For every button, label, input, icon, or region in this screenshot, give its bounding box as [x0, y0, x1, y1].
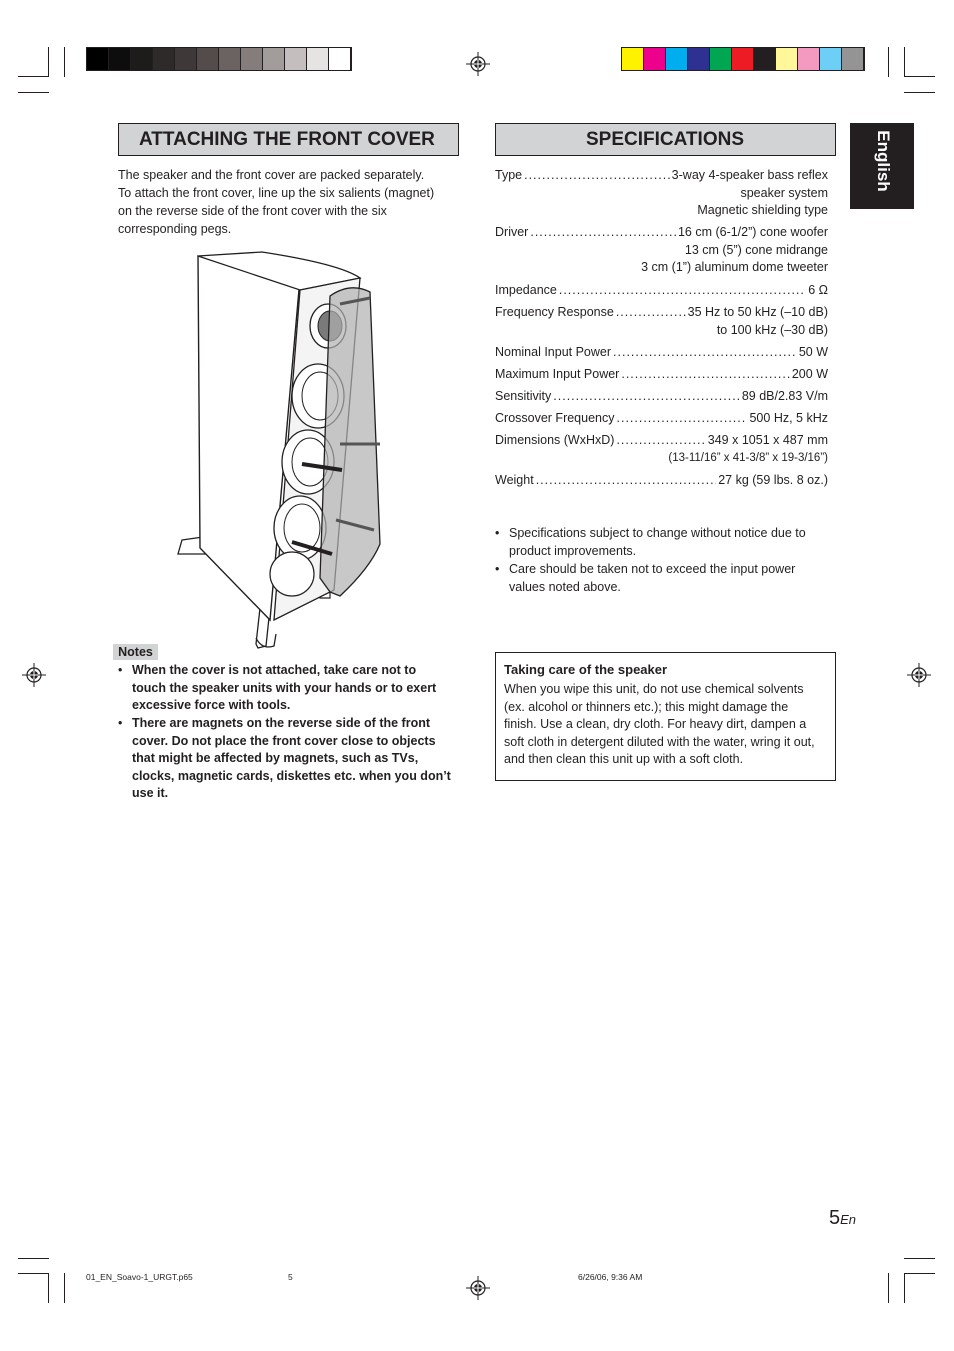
spec-note-item — [495, 525, 835, 561]
care-box-body — [504, 681, 834, 769]
section-heading-specifications — [495, 123, 836, 156]
leader-dots — [616, 432, 705, 450]
care-box-title: Taking care of the speaker — [504, 662, 668, 677]
spec-value: 349 x 1051 x 487 mm — [707, 433, 828, 447]
crop-mark — [18, 1258, 49, 1259]
note-line: use it. — [132, 786, 169, 800]
color-swatch — [688, 48, 710, 70]
color-swatch — [175, 48, 197, 70]
crop-mark — [904, 1258, 935, 1259]
page-number — [829, 1207, 856, 1230]
care-line: and then clean this unit up with a soft cloth. — [504, 752, 744, 766]
spec-label: Dimensions (WxHxD) — [495, 433, 615, 447]
spec-label: Driver — [495, 225, 529, 239]
spec-row-maximum-input — [495, 366, 828, 384]
note-line: cover. Do not place the front cover close to objects — [132, 733, 436, 748]
spec-row-nominal-input — [495, 344, 828, 362]
color-swatch — [219, 48, 241, 70]
spec-label: Weight — [495, 473, 534, 487]
spec-continuation: 3 cm (1”) aluminum dome tweeter — [641, 260, 828, 274]
color-swatch — [241, 48, 263, 70]
registration-mark-icon — [22, 663, 46, 687]
color-swatch — [263, 48, 285, 70]
intro-line: on the reverse side of the front cover with the six — [118, 204, 387, 218]
spec-row-dimensions — [495, 432, 828, 467]
spec-note-line: product improvements. — [509, 543, 637, 558]
leader-dots — [616, 304, 686, 322]
intro-line: To attach the front cover, line up the six salients (magnet) — [118, 186, 435, 200]
language-tab-label: English — [874, 130, 893, 192]
bullet-icon: • — [118, 716, 123, 730]
spec-continuation: Magnetic shielding type — [697, 203, 828, 217]
color-swatch — [776, 48, 798, 70]
color-swatch — [197, 48, 219, 70]
spec-note-item — [495, 561, 835, 597]
color-swatch — [754, 48, 776, 70]
crop-mark — [904, 47, 905, 77]
spec-value: 6 Ω — [808, 283, 828, 297]
crop-mark — [904, 92, 935, 93]
leader-dots — [613, 344, 797, 362]
footer-page: 5 — [288, 1272, 293, 1282]
leader-dots — [617, 410, 748, 428]
spec-value: 3-way 4-speaker bass reflex — [671, 168, 828, 182]
language-tab — [850, 123, 914, 209]
note-line: There are magnets on the reverse side of the front — [132, 716, 430, 730]
crop-mark — [904, 1273, 905, 1303]
spec-value: 27 kg (59 lbs. 8 oz.) — [718, 473, 828, 487]
speaker-illustration — [170, 248, 390, 653]
intro-paragraph — [118, 166, 458, 238]
color-calibration-strip — [621, 47, 865, 71]
color-swatch — [644, 48, 666, 70]
spec-continuation: (13-11/16” x 41-3/8” x 19-3/16”) — [668, 451, 828, 464]
registration-mark-icon — [466, 52, 490, 76]
footer-datetime: 6/26/06, 9:36 AM — [578, 1272, 643, 1282]
note-line: When the cover is not attached, take care not to — [132, 663, 417, 677]
spec-note-line: Care should be taken not to exceed the input power — [509, 562, 796, 576]
spec-row-crossover — [495, 410, 828, 428]
page-number-suffix: En — [840, 1212, 857, 1227]
leader-dots — [524, 167, 670, 185]
care-line: soft cloth in detergent diluted with the water, wring it out, — [504, 734, 815, 749]
spec-label: Sensitivity — [495, 389, 552, 403]
color-swatch — [329, 48, 351, 70]
spec-continuation: speaker system — [740, 185, 828, 200]
crop-mark — [18, 92, 49, 93]
color-swatch — [131, 48, 153, 70]
crop-mark — [64, 47, 65, 77]
section-heading-text: SPECIFICATIONS — [586, 129, 744, 150]
spec-row-driver — [495, 224, 828, 277]
spec-value: 16 cm (6-1/2”) cone woofer — [677, 225, 828, 239]
spec-continuation: to 100 kHz (–30 dB) — [716, 322, 828, 337]
color-swatch — [732, 48, 754, 70]
spec-label: Impedance — [495, 283, 557, 297]
note-item — [118, 662, 463, 716]
bullet-icon: • — [118, 663, 123, 677]
spec-value: 200 W — [791, 367, 828, 381]
spec-value: 89 dB/2.83 V/m — [741, 389, 828, 403]
spec-note-line: values noted above. — [509, 579, 621, 594]
spec-value: 50 W — [798, 345, 828, 359]
crop-mark — [904, 1273, 935, 1274]
color-swatch — [87, 48, 109, 70]
spec-label: Crossover Frequency — [495, 411, 615, 425]
spec-row-frequency-response — [495, 304, 828, 339]
color-swatch — [842, 48, 864, 70]
gray-calibration-strip — [86, 47, 352, 71]
color-swatch — [153, 48, 175, 70]
crop-mark — [18, 76, 49, 77]
crop-mark — [904, 76, 935, 77]
color-swatch — [307, 48, 329, 70]
note-line: touch the speaker units with your hands or to exert — [132, 680, 437, 695]
spec-value: 500 Hz, 5 kHz — [749, 411, 828, 425]
spec-label: Nominal Input Power — [495, 345, 612, 359]
leader-dots — [553, 388, 740, 406]
color-swatch — [820, 48, 842, 70]
note-line: excessive force with tools. — [132, 698, 291, 712]
color-swatch — [285, 48, 307, 70]
intro-line: corresponding pegs. — [118, 222, 232, 236]
care-line: When you wipe this unit, do not use chemical solvents — [504, 682, 804, 696]
spec-row-impedance — [495, 282, 828, 300]
crop-mark — [888, 1273, 889, 1303]
care-box — [495, 652, 836, 781]
color-swatch — [109, 48, 131, 70]
spec-value: 35 Hz to 50 kHz (–10 dB) — [687, 305, 828, 319]
crop-mark — [18, 1273, 49, 1274]
notes-label: Notes — [113, 644, 158, 660]
note-line: that might be affected by magnets, such as TVs, — [132, 751, 419, 765]
footer-filename: 01_EN_Soavo-1_URGT.p65 — [86, 1272, 193, 1282]
crop-mark — [48, 1273, 49, 1303]
section-heading-text: ATTACHING THE FRONT COVER — [139, 129, 435, 150]
crop-mark — [64, 1273, 65, 1303]
section-heading-front-cover — [118, 123, 459, 156]
color-swatch — [710, 48, 732, 70]
registration-mark-icon — [466, 1276, 490, 1300]
spec-row-sensitivity — [495, 388, 828, 406]
leader-dots — [530, 224, 676, 242]
color-swatch — [798, 48, 820, 70]
spec-row-type — [495, 167, 828, 220]
leader-dots — [536, 472, 717, 490]
page-number-digit: 5 — [829, 1207, 841, 1229]
leader-dots — [621, 366, 790, 384]
spec-label: Maximum Input Power — [495, 367, 620, 381]
note-line: clocks, magnetic cards, diskettes etc. when you don’t — [132, 768, 451, 783]
color-swatch — [622, 48, 644, 70]
note-item — [118, 715, 463, 805]
bullet-icon: • — [495, 526, 500, 540]
spec-note-line: Specifications subject to change without notice due to — [509, 526, 806, 540]
spec-continuation: 13 cm (5”) cone midrange — [684, 242, 828, 257]
spec-row-weight — [495, 472, 828, 490]
spec-label: Type — [495, 168, 523, 182]
bullet-icon: • — [495, 562, 500, 576]
crop-mark — [888, 47, 889, 77]
leader-dots — [559, 282, 806, 300]
care-line: finish. Use a clean, dry cloth. For heavy dirt, dampen a — [504, 717, 807, 731]
registration-mark-icon — [907, 663, 931, 687]
care-line: (ex. alcohol or thinners etc.); this might damage the — [504, 699, 789, 714]
spec-label: Frequency Response — [495, 305, 614, 319]
crop-mark — [48, 47, 49, 77]
color-swatch — [666, 48, 688, 70]
intro-line: The speaker and the front cover are packed separately. — [118, 168, 425, 182]
